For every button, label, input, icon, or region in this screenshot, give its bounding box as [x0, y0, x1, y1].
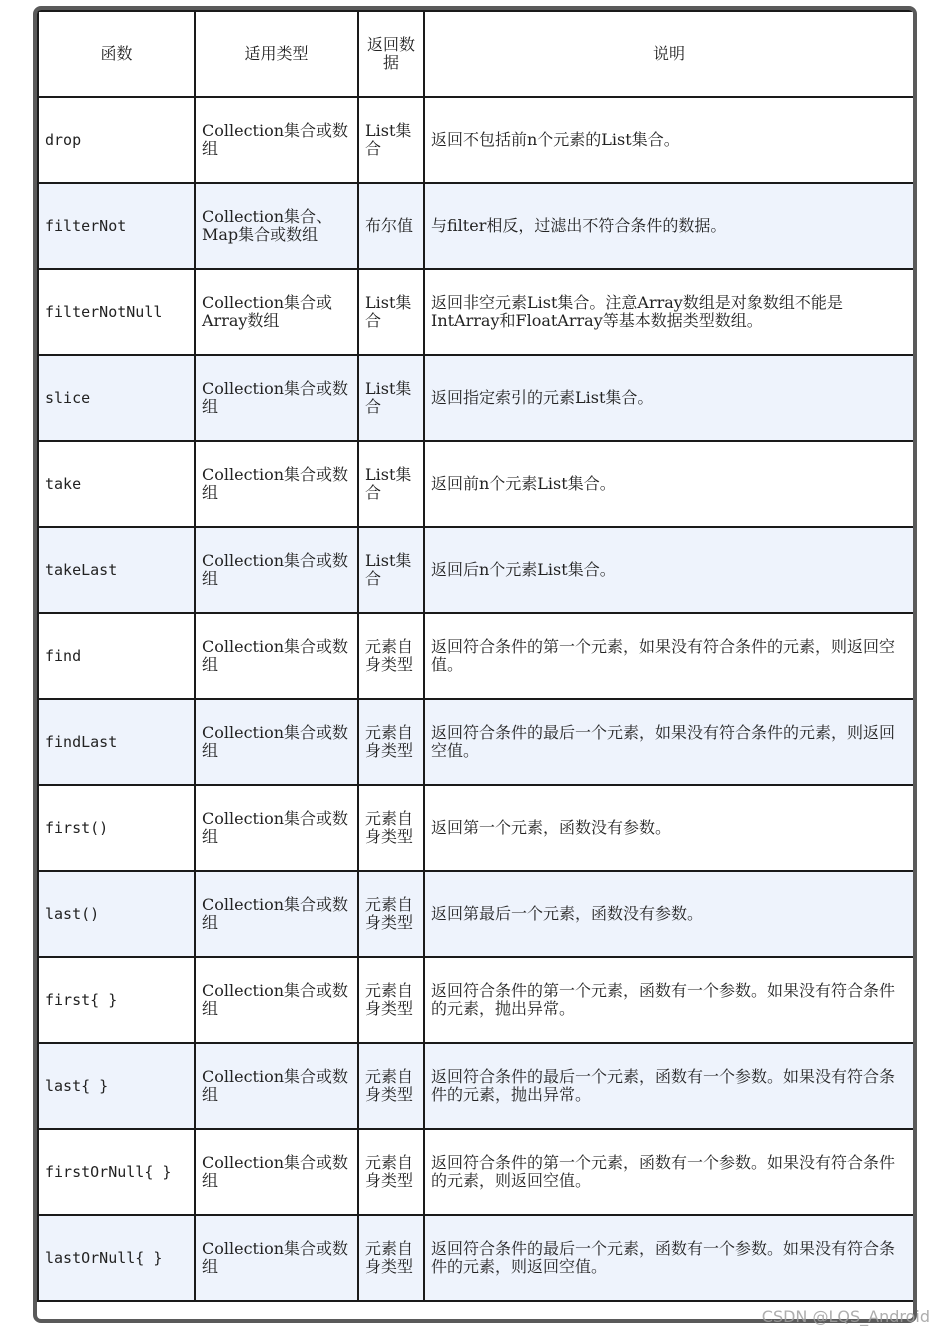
table-frame [33, 6, 917, 1323]
cell-function: first{ } [38, 957, 195, 1043]
cell-desc: 与filter相反，过滤出不符合条件的数据。 [424, 183, 914, 269]
cell-type: Collection集合或数组 [195, 871, 358, 957]
table-row [38, 1043, 914, 1129]
cell-function: filterNotNull [38, 269, 195, 355]
header-type: 适用类型 [195, 11, 358, 97]
cell-return: 元素自身类型 [358, 785, 424, 871]
cell-desc: 返回符合条件的第一个元素，函数有一个参数。如果没有符合条件的元素，则返回空值。 [424, 1129, 914, 1215]
cell-type: Collection集合或数组 [195, 613, 358, 699]
cell-function: lastOrNull{ } [38, 1215, 195, 1301]
cell-type: Collection集合或数组 [195, 355, 358, 441]
table-body [38, 97, 914, 1301]
cell-type: Collection集合或Array数组 [195, 269, 358, 355]
table-row [38, 699, 914, 785]
cell-return: 布尔值 [358, 183, 424, 269]
cell-function: last() [38, 871, 195, 957]
cell-function: slice [38, 355, 195, 441]
cell-desc: 返回符合条件的第一个元素，函数有一个参数。如果没有符合条件的元素，抛出异常。 [424, 957, 914, 1043]
cell-return: 元素自身类型 [358, 613, 424, 699]
cell-desc: 返回前n个元素List集合。 [424, 441, 914, 527]
watermark: CSDN @LQS_Android [761, 1307, 930, 1326]
cell-type: Collection集合或数组 [195, 527, 358, 613]
table-row [38, 441, 914, 527]
cell-function: take [38, 441, 195, 527]
cell-type: Collection集合或数组 [195, 957, 358, 1043]
cell-return: List集合 [358, 97, 424, 183]
cell-return: 元素自身类型 [358, 1043, 424, 1129]
table-row [38, 871, 914, 957]
cell-function: last{ } [38, 1043, 195, 1129]
cell-desc: 返回不包括前n个元素的List集合。 [424, 97, 914, 183]
function-table [37, 10, 915, 1302]
table-row [38, 957, 914, 1043]
cell-desc: 返回符合条件的最后一个元素，如果没有符合条件的元素，则返回空值。 [424, 699, 914, 785]
table-row [38, 785, 914, 871]
cell-return: List集合 [358, 269, 424, 355]
cell-desc: 返回第最后一个元素，函数没有参数。 [424, 871, 914, 957]
cell-return: 元素自身类型 [358, 1129, 424, 1215]
cell-type: Collection集合或数组 [195, 441, 358, 527]
cell-return: 元素自身类型 [358, 871, 424, 957]
table-row [38, 613, 914, 699]
cell-function: find [38, 613, 195, 699]
cell-return: 元素自身类型 [358, 957, 424, 1043]
table-row [38, 183, 914, 269]
cell-type: Collection集合、Map集合或数组 [195, 183, 358, 269]
cell-desc: 返回符合条件的最后一个元素，函数有一个参数。如果没有符合条件的元素，则返回空值。 [424, 1215, 914, 1301]
cell-type: Collection集合或数组 [195, 1129, 358, 1215]
header-row [38, 11, 914, 97]
cell-function: firstOrNull{ } [38, 1129, 195, 1215]
cell-desc: 返回符合条件的第一个元素，如果没有符合条件的元素，则返回空值。 [424, 613, 914, 699]
cell-return: 元素自身类型 [358, 699, 424, 785]
cell-desc: 返回第一个元素，函数没有参数。 [424, 785, 914, 871]
table-row [38, 527, 914, 613]
table-row [38, 1215, 914, 1301]
table-row [38, 1129, 914, 1215]
table-row [38, 97, 914, 183]
table-row [38, 355, 914, 441]
cell-desc: 返回符合条件的最后一个元素，函数有一个参数。如果没有符合条件的元素，抛出异常。 [424, 1043, 914, 1129]
cell-function: first() [38, 785, 195, 871]
cell-function: findLast [38, 699, 195, 785]
table-row [38, 269, 914, 355]
header-return: 返回数据 [358, 11, 424, 97]
cell-type: Collection集合或数组 [195, 97, 358, 183]
cell-desc: 返回指定索引的元素List集合。 [424, 355, 914, 441]
header-function: 函数 [38, 11, 195, 97]
cell-return: 元素自身类型 [358, 1215, 424, 1301]
cell-type: Collection集合或数组 [195, 1215, 358, 1301]
cell-function: drop [38, 97, 195, 183]
cell-type: Collection集合或数组 [195, 1043, 358, 1129]
cell-type: Collection集合或数组 [195, 785, 358, 871]
cell-return: List集合 [358, 527, 424, 613]
cell-function: takeLast [38, 527, 195, 613]
cell-return: List集合 [358, 355, 424, 441]
cell-type: Collection集合或数组 [195, 699, 358, 785]
header-desc: 说明 [424, 11, 914, 97]
cell-return: List集合 [358, 441, 424, 527]
cell-function: filterNot [38, 183, 195, 269]
cell-desc: 返回非空元素List集合。注意Array数组是对象数组不能是IntArray和FloatArray等基本数据类型数组。 [424, 269, 914, 355]
cell-desc: 返回后n个元素List集合。 [424, 527, 914, 613]
